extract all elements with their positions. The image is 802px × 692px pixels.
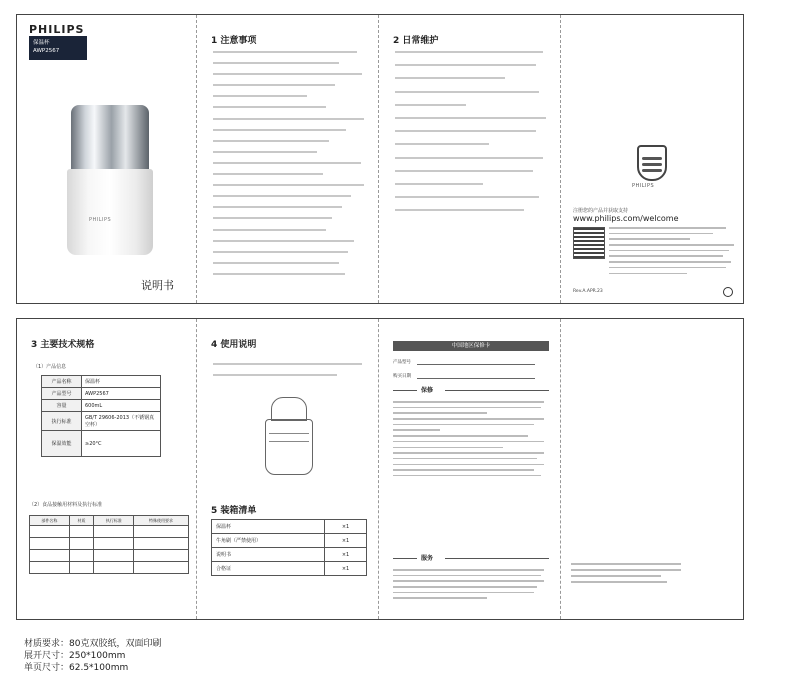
table-row: 容量 600mL — [42, 400, 161, 412]
flask-image — [67, 105, 153, 255]
guarantee-heading: 保修 — [393, 387, 549, 393]
table-row: 产品型号 AWP2567 — [42, 388, 161, 400]
shield-wordmark: PHILIPS — [632, 183, 655, 189]
section-title-specs: 3 主要技术规格 — [31, 340, 95, 350]
trademark-fine-print — [609, 227, 739, 278]
specs-panel — [17, 319, 197, 619]
flask-body — [67, 169, 153, 255]
warranty-panel — [379, 319, 561, 619]
table-row: 说明书 ×1 — [212, 548, 367, 562]
cover-title: 说明书 — [141, 279, 174, 292]
registration-note: 注册您的产品并获取支持 — [573, 208, 629, 214]
product-model: AWP2567 — [33, 48, 60, 54]
manual-sheet-front — [16, 14, 744, 304]
table-row: 执行标准 GB/T 29606-2013（不锈钢真空杯） — [42, 412, 161, 431]
flask-logo: PHILIPS — [89, 217, 112, 223]
table-row: 产品名称 保温杯 — [42, 376, 161, 388]
page-size: 单页尺寸：62.5*100mm — [24, 663, 129, 673]
flask-line-drawing — [255, 389, 325, 479]
section-title-notes: 1 注意事项 — [211, 36, 257, 46]
table-row — [30, 562, 189, 574]
service-text — [393, 569, 550, 603]
specs-subhead: （1）产品信息 — [33, 364, 67, 370]
manufacturer-info — [571, 563, 681, 587]
care-text — [395, 51, 552, 222]
packing-table — [211, 519, 367, 576]
table-row — [30, 526, 189, 538]
notes-text — [213, 51, 370, 284]
notes-panel — [197, 15, 379, 303]
food-contact-table — [29, 515, 189, 574]
back-panel — [561, 15, 745, 303]
print-spec-notes — [24, 638, 161, 674]
table-row — [30, 550, 189, 562]
section-title-packing: 5 装箱清单 — [211, 506, 257, 516]
table-row: 合格证 ×1 — [212, 562, 367, 576]
brand-logo: PHILIPS — [29, 23, 85, 36]
section-title-care: 2 日常维护 — [393, 36, 439, 46]
manual-sheet-back — [16, 318, 744, 620]
support-url[interactable]: www.philips.com/welcome — [573, 214, 679, 223]
date-field: 购买日期 — [393, 373, 535, 379]
spec-table — [41, 375, 161, 457]
revision-code: Rev.A.APR.23 — [573, 289, 603, 294]
qr-code-icon — [573, 227, 605, 259]
food-subhead: （2）食品接触用材料及执行标准 — [29, 502, 103, 508]
manufacturer-panel — [561, 319, 745, 619]
table-row: 保温杯 ×1 — [212, 520, 367, 534]
care-panel — [379, 15, 561, 303]
table-row: 牛角刷（严禁使用） ×1 — [212, 534, 367, 548]
paper-spec: 材质要求：80克双胶纸，双面印刷 — [24, 639, 162, 649]
section-title-usage: 4 使用说明 — [211, 340, 257, 350]
flask-lid — [71, 105, 149, 171]
table-row — [30, 538, 189, 550]
service-heading: 服务 — [393, 555, 549, 561]
warranty-card-title: 中国地区保修卡 — [393, 341, 549, 351]
product-label-bar — [29, 36, 87, 60]
table-header: 部件名称 材质 执行标准 特殊使用要求 — [30, 516, 189, 526]
table-row: 保温效能 ≥20°C — [42, 431, 161, 457]
recycle-icon — [723, 287, 733, 297]
guarantee-text — [393, 401, 550, 481]
usage-panel — [197, 319, 379, 619]
cover-panel — [17, 15, 197, 303]
usage-text — [213, 363, 368, 385]
model-field: 产品型号 — [393, 359, 535, 365]
unfolded-size: 展开尺寸：250*100mm — [24, 651, 126, 661]
philips-shield-icon — [637, 145, 667, 181]
product-name: 保温杯 — [33, 40, 50, 46]
